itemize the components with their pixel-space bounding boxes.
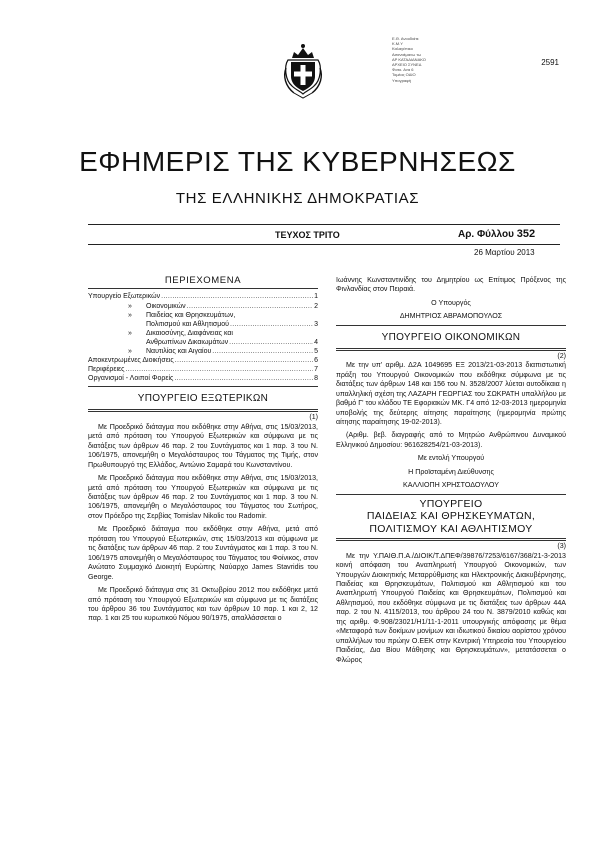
header-divider [88, 244, 560, 245]
issue-type: ΤΕΥΧΟΣ ΤΡΙΤΟ [275, 230, 340, 240]
decision-paragraph: Με Προεδρικό διάταγμα στις 31 Οκτωβρίου 2012 που εκδόθηκε μετά από πρόταση του Υπουργού Εξωτερικών και σύμφωνα με τις διατάξεις του άρθρου 36 του Συντάγματος και των άρθρων 10 παρ. 1 και 2, 12 παρ. 1 και 25 του κυρωτικού Νόμου 90/1975, απαλλάσσεται ο [88, 586, 318, 623]
toc-page: 4 [314, 338, 318, 346]
sheet-number-value: 352 [516, 228, 536, 240]
section-rule [336, 540, 566, 541]
right-column [336, 276, 566, 669]
sheet-number [458, 228, 535, 240]
toc-page: 2 [314, 302, 318, 310]
signature-name: ΔΗΜΗΤΡΙΟΣ ΑΒΡΑΜΟΠΟΥΛΟΣ [399, 312, 503, 321]
toc-page: 5 [314, 348, 318, 356]
toc-leader [229, 338, 313, 347]
greek-coat-of-arms-icon [282, 38, 324, 100]
received-stamp [392, 36, 472, 83]
toc-ditto-mark: » [128, 329, 132, 337]
section-rule [336, 494, 566, 495]
toc-label: Παιδείας και Θρησκευμάτων, [146, 311, 236, 319]
section-rule [336, 348, 566, 349]
toc-ditto-mark: » [128, 311, 132, 319]
section-heading-finance: ΥΠΟΥΡΓΕΙΟ ΟΙΚΟΝΟΜΙΚΩΝ [381, 331, 521, 343]
decision-number: (3) [557, 542, 566, 551]
stamp-line: ΑΡ ΚΑΤΑΔΙΔΝΑΚΟ [392, 56, 426, 62]
toc-ditto-mark: » [128, 302, 132, 310]
decision-paragraph: Με Προεδρικό διάταγμα που εκδόθηκε στην Αθήνα, μετά από πρόταση του Υπουργού Εξωτερικών, στις 15/03/2013 και σύμφωνα με τις διατάξεις των άρθρων 46 παρ. 2 του Συντάγματος και 1 παρ. 3 του Ν. 106/1975 απονεμήθη ο Μεγαλόσταυρος του Τάγματος του Φοίνικος, στον Ανώτατο Συμμαχικό Διοικητή Ευρώπης Ναύαρχο James Stavridis του George. [88, 525, 318, 581]
decision-paragraph: (Αριθμ. βεβ. διαγραφής από το Μητρώο Ανθρώπινου Δυναμικού Ελληνικού Δημοσίου: 961628254/21-03-2013). [336, 431, 566, 449]
toc-page: 1 [314, 293, 318, 301]
section-rule [336, 350, 566, 351]
issue-date: 26 Μαρτίου 2013 [474, 248, 535, 257]
toc-label: Οργανισμοί - Λοιποί Φορείς [88, 375, 174, 383]
toc-entry[interactable] [88, 311, 318, 320]
section-heading-foreign-affairs: ΥΠΟΥΡΓΕΙΟ ΕΞΩΤΕΡΙΚΩΝ [137, 393, 269, 405]
toc-page: 8 [314, 375, 318, 383]
toc-label: Υπουργείο Εξωτερικών [88, 293, 161, 301]
signature-title: Η Προϊσταμένη Διεύθυνσης [408, 467, 494, 476]
toc-rule [88, 386, 318, 387]
toc-page: 3 [314, 320, 318, 328]
section-heading-education-line3: ΠΟΛΙΤΙΣΜΟΥ ΚΑΙ ΑΘΛΗΤΙΣΜΟΥ [369, 522, 533, 535]
toc-page: 7 [314, 366, 318, 374]
toc-entry[interactable] [88, 302, 318, 311]
stamp-line: ΑΡΧΕΙΟ ΣΥΝΕΔ [392, 62, 422, 68]
toc-leader [161, 292, 313, 301]
toc-entry[interactable] [88, 338, 318, 347]
toc-leader [175, 356, 313, 365]
signature-mandate: Με εντολή Υπουργού [417, 454, 485, 463]
stamp-line: Τομέας ΟΔΙΟ [392, 72, 416, 78]
toc-label: Ανθρωπίνων Δικαιωμάτων [146, 338, 229, 346]
decision-number: (1) [309, 413, 318, 422]
decision-paragraph: Με την Υ.ΠΑΙΘ.Π.Α./ΔΙΟΙΚ/Τ.ΔΠΕΦ/39876/7253/6167/368/21-3-2013 κοινή απόφαση του Αναπληρωτή Υπουργού Οικονομικών, των Υπουργών Διοικητικής Μεταρρύθμισης και Ηλεκτρονικής Διακυβέρνησης, Παιδείας και Θρησκευμάτων, Πολιτισμού και Αθλητισμού και του Αναπληρωτή Υπουργού Παιδείας και Θρησκευμάτων, Πολιτισμού και Αθλητισμού, που εκδόθηκε σύμφωνα με τις διατάξεις των άρθρων 44Α παρ. 2 του Ν. 4115/2013, του άρθρου 24 του Ν. 3879/2010 καθώς και της αριθμ. Φ.908/23021/Η1/11-1-2011 υπουργικής απόφασης με θέμα «Μεταφορά των δοκίμων μονίμων και ιδιωτικού δικαίου αορίστου χρόνου υπαλλήλων του πρώην Ο.ΕΕΚ στην Κεντρική Υπηρεσία του Υπουργείου Παιδείας, Δια Βίου Μάθησης και Θρησκευμάτων», μετατάσσεται ο Φλώρος [336, 551, 566, 664]
toc-leader [126, 365, 314, 374]
section-heading-education-line2: ΠΑΙΔΕΙΑΣ ΚΑΙ ΘΡΗΣΚΕΥΜΑΤΩΝ, [366, 510, 536, 523]
gazette-title: ΕΦΗΜΕΡΙΣ ΤΗΣ ΚΥΒΕΡΝΗΣΕΩΣ [79, 146, 516, 177]
toc-leader [174, 374, 313, 383]
toc-leader [230, 320, 313, 329]
signature-name: ΚΑΛΛΙΟΠΗ ΧΡΗΣΤΟΔΟΥΛΟΥ [403, 481, 499, 490]
stamp-line: Ε.Θ. Ανουδιάτε [392, 36, 419, 41]
toc-entry[interactable] [88, 365, 318, 374]
toc-entry[interactable] [88, 292, 318, 301]
section-rule [88, 411, 318, 412]
toc-page: 6 [314, 357, 318, 365]
stamp-line: Υπογραφή [392, 77, 412, 83]
toc-heading: ΠΕΡΙΕΧΟΜΕΝΑ [164, 275, 242, 286]
stamp-line: Καλαγέπικο [392, 46, 413, 52]
sheet-label: Αρ. Φύλλου [458, 229, 514, 240]
toc-ditto-mark: » [128, 348, 132, 356]
stamp-line: Κ.Μ.Υ [392, 41, 403, 47]
signature-title: Ο Υπουργός [431, 298, 471, 307]
stamp-line: Φατο. Ανα 6 [392, 67, 414, 73]
toc-entry[interactable] [88, 356, 318, 365]
toc-label: Δικαιοσύνης, Διαφάνειας και [146, 329, 233, 337]
decision-paragraph: Με Προεδρικό διάταγμα που εκδόθηκε στην Αθήνα, στις 15/03/2013, μετά από πρόταση του Υπουργού Εξωτερικών και σύμφωνα με τις διατάξεις των άρθρων 46 παρ. 2 του Συντάγματος και 1 παρ. 3 του Ν. 106/1975, απονεμήθη ο Μεγαλόσταυρος του Τάγματος της Τιμής, στον Πρωθυπουργό της Ελλάδος, Αντώνιο Σαμαρά του Κωνσταντίνου. [88, 422, 318, 469]
toc-leader [187, 302, 313, 311]
section-rule [336, 325, 566, 326]
decision-paragraph: Ιωάννης Κωνσταντινίδης του Δημητρίου ως Επίτιμος Πρόξενος της Φινλανδίας στον Πειραιά. [336, 276, 566, 294]
toc-rule [88, 288, 318, 289]
toc-entry[interactable] [88, 374, 318, 383]
toc-label: Αποκεντρωμένες Διοικήσεις [88, 357, 174, 365]
left-column [88, 276, 318, 628]
toc-label: Οικονομικών [146, 302, 186, 310]
toc-entry[interactable] [88, 320, 318, 329]
toc-label: Ναυτιλίας και Αιγαίου [146, 348, 212, 356]
toc-label: Πολιτισμού και Αθλητισμού [146, 320, 230, 328]
decision-paragraph: Με την υπ' αριθμ. Δ2Α 1049695 ΕΞ 2013/21-03-2013 διαπιστωτική πράξη του Υπουργού Οικονομικών που εκδόθηκε σύμφωνα με τις διατάξεις των άρθρων 148 και 156 του Ν. 3528/2007 λύεται αυτοδίκαια η υπαλληλική σχέση της ΛΑΖΑΡΗ ΓΕΩΡΓΙΑΣ του ΣΩΚΡΑΤΗ υπαλλήλου με βαθμό Γ' του κλάδου ΤΕ Εφοριακών ΜΚ. Γ4 από 12-03-2013 ημερομηνία υποβολής της δεύτερης αίτησης παραίτησης (ημερομηνία πρώτης αίτησης παραίτησης 19-02-2013). [336, 361, 566, 426]
header-divider [88, 224, 560, 225]
page-number: 2591 [541, 58, 559, 67]
section-rule [88, 409, 318, 410]
toc-leader [212, 347, 313, 356]
decision-paragraph: Με Προεδρικό διάταγμα που εκδόθηκε στην Αθήνα, στις 15/03/2013, μετά από πρόταση του Υπουργού Εξωτερικών και σύμφωνα με τις διατάξεις των άρθρων 46 παρ. 2 του Συντάγματος και 1 παρ. 3 του Ν. 106/1975, απονεμήθη ο Μεγαλόσταυρος του Τάγματος του Σωτήρος, στον Πρόεδρο της Σερβίας Tomislav Nikolic του Radomir. [88, 474, 318, 520]
decision-number: (2) [557, 351, 566, 360]
section-rule [336, 538, 566, 539]
gazette-subtitle: ΤΗΣ ΕΛΛΗΝΙΚΗΣ ΔΗΜΟΚΡΑΤΙΑΣ [175, 190, 420, 207]
toc-entry[interactable] [88, 329, 318, 338]
section-heading-education-line1: ΥΠΟΥΡΓΕΙΟ [419, 497, 483, 510]
toc-entry[interactable] [88, 347, 318, 356]
stamp-line: Ασαναέμανω τω [392, 51, 422, 57]
toc-label: Περιφέρειες [88, 366, 125, 374]
